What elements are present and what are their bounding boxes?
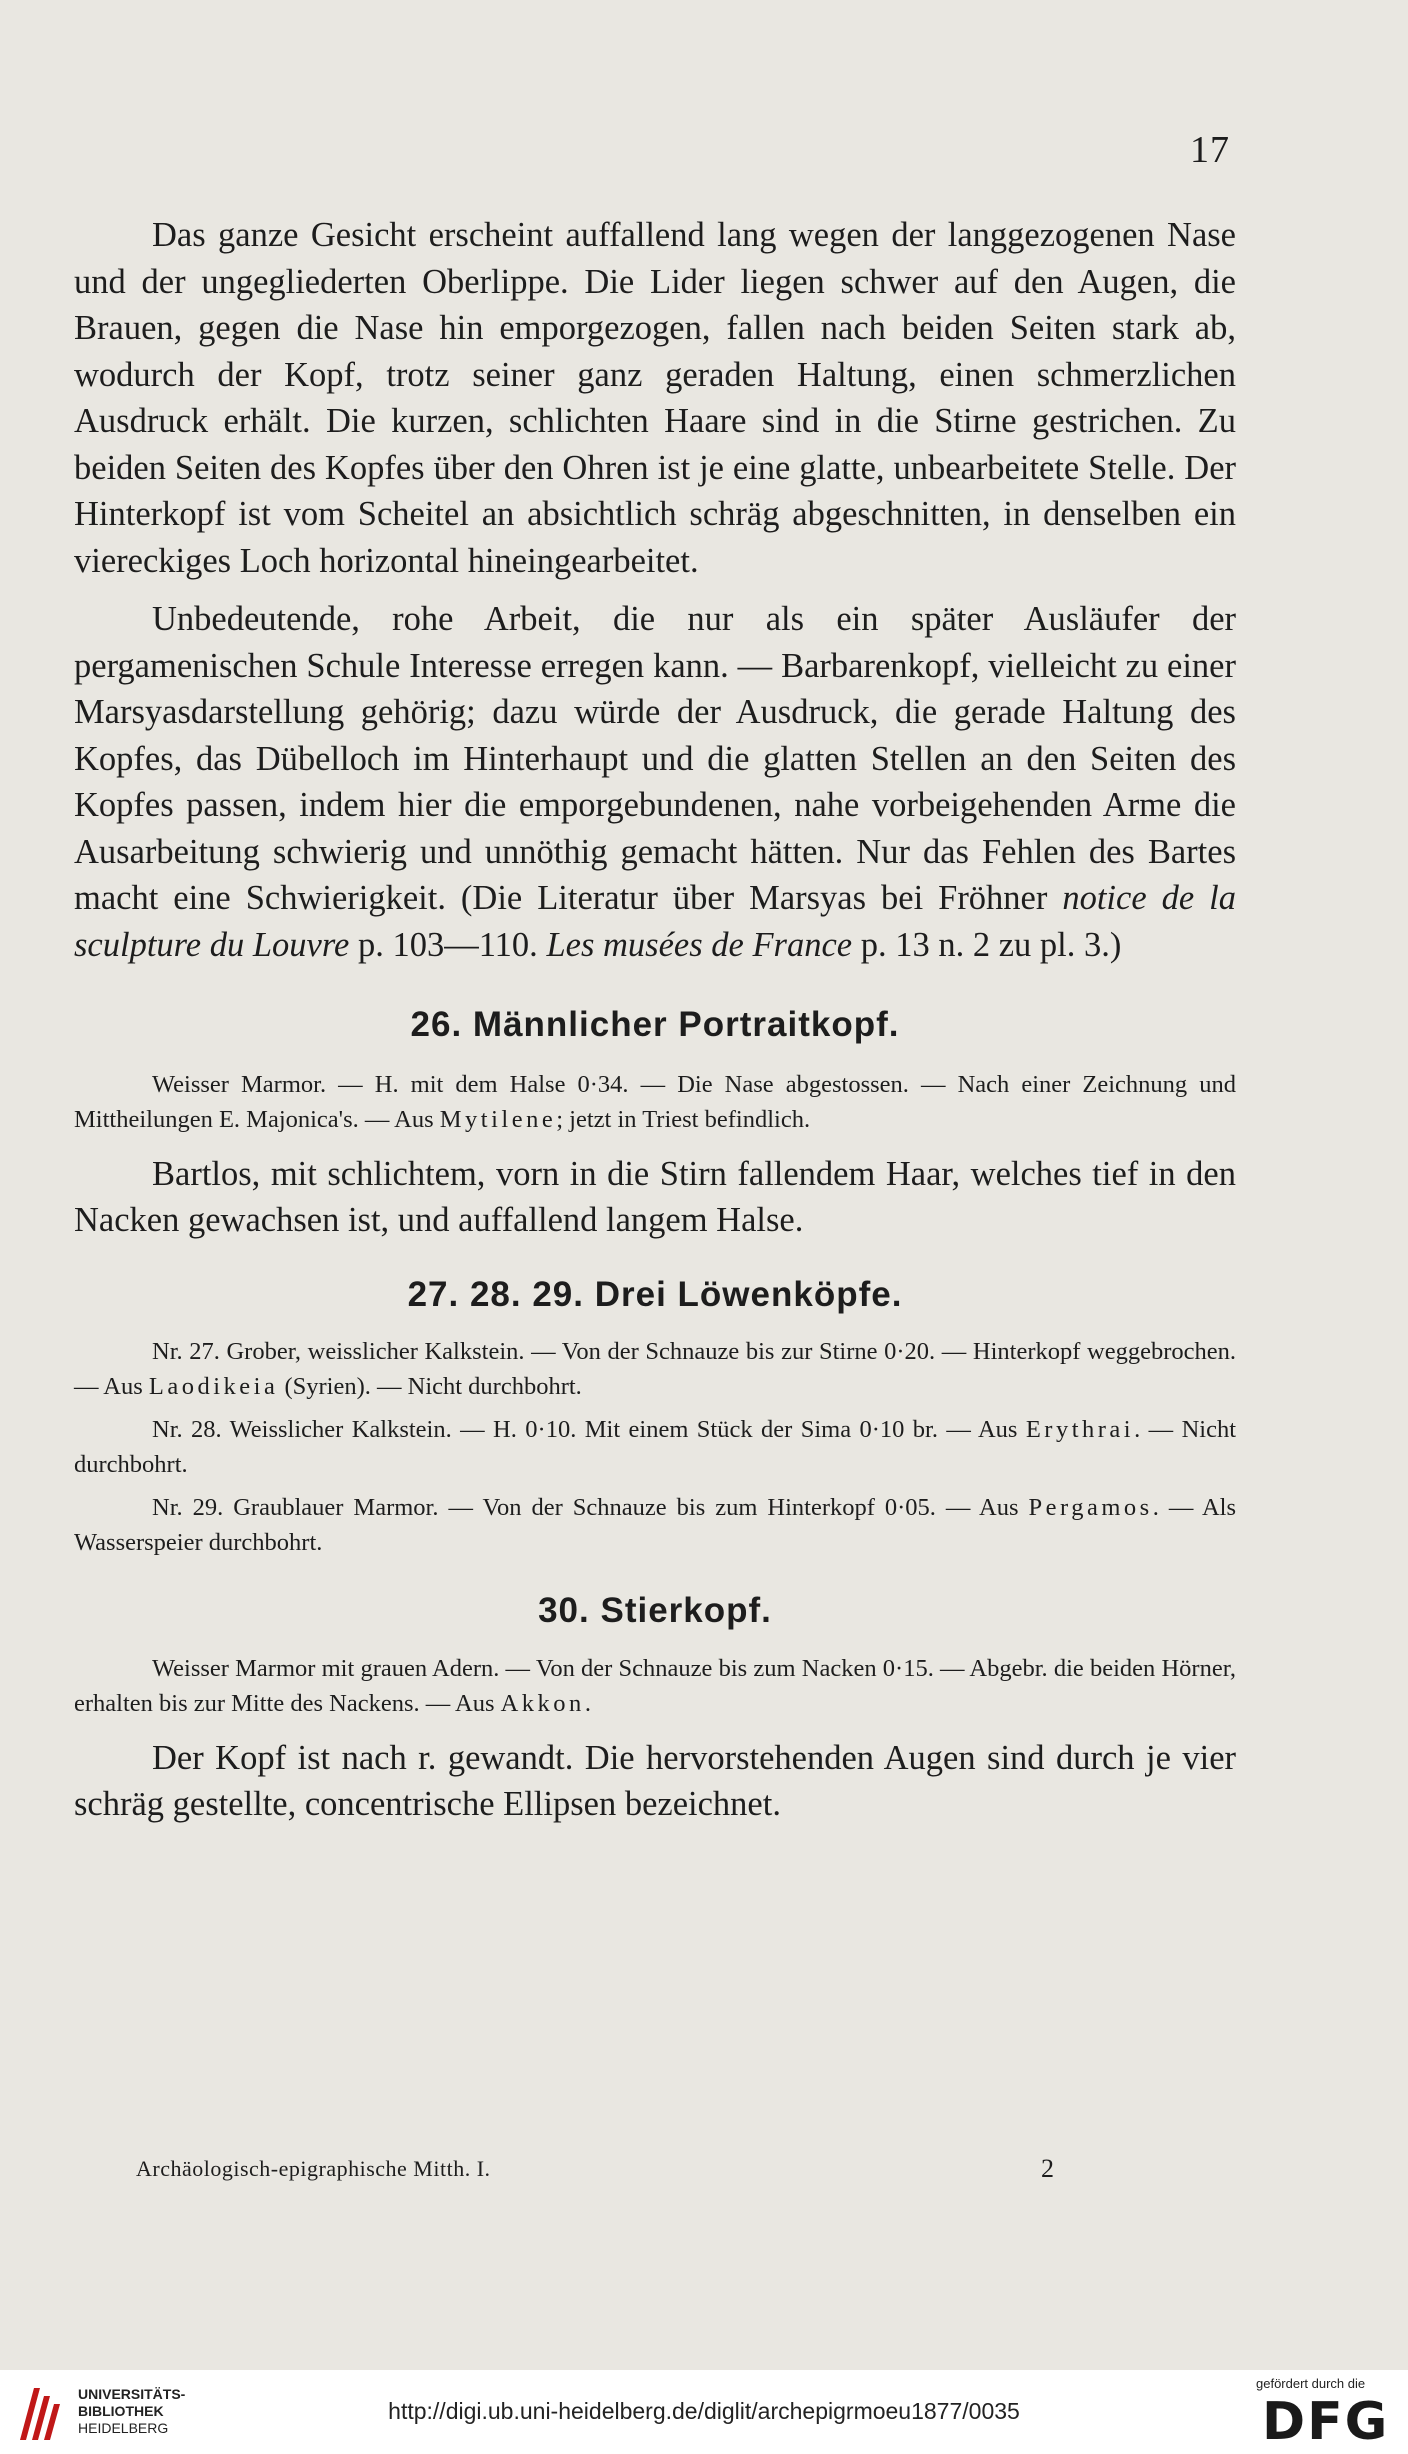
paragraph-commentary: Unbedeutende, rohe Arbeit, die nur als ein später Ausläufer der pergamenischen Schule Interesse erregen kann. — Barbarenkopf, vielleicht zu einer Marsyasdarstellung gehörig; dazu würde der Ausdruck, die gerade Haltung des Kopfes, das Dübelloch im Hinterhaupt und die glatten Stellen an den Seiten des Kopfes passen, indem hier die emporgebundenen, nahe vorbeigehenden Arme die Ausarbeitung schwierig und unnöthig gemacht hätten. Nur das Fehlen des Bartes macht eine Schwierigkeit. (Die Literatur über Marsyas bei Fröhner notice de la sculpture du Louvre p. 103—110. Les musées de France p. 13 n. 2 zu pl. 3.) <box>74 600 1236 964</box>
place-name: Mytilene <box>439 1105 557 1133</box>
journal-title: Archäologisch-epigraphische Mitth. I. <box>136 2156 491 2181</box>
permalink-url[interactable]: http://digi.ub.uni-heidelberg.de/diglit/archepigrmoeu1877/0035 <box>388 2398 1020 2424</box>
signature-mark: 2 <box>1041 2154 1055 2183</box>
library-name: UNIVERSITÄTS- BIBLIOTHEK HEIDELBERG <box>78 2386 186 2436</box>
section-heading-26: 26. Männlicher Portraitkopf. <box>410 1005 900 1044</box>
place-name: Akkon <box>500 1689 585 1717</box>
place-name: Pergamos <box>1028 1494 1153 1521</box>
catalog-note-26: Weisser Marmor. — H. mit dem Halse 0·34. — Die Nase abgestossen. — Nach einer Zeichnung und Mittheilungen E. Majonica's. — Aus Mytilene; jetzt in Triest befindlich. <box>74 1070 1236 1133</box>
page-number: 17 <box>1190 129 1230 171</box>
journal-footer <box>136 2156 1076 2182</box>
paragraph-description: Das ganze Gesicht erscheint auffallend lang wegen der langgezogenen Nase und der ungegliederten Oberlippe. Die Lider liegen schwer auf den Augen, die Brauen, gegen die Nase hin emporgezogen, fallen nach beiden Seiten stark ab, wodurch der Kopf, trotz seiner ganz geraden Haltung, einen schmerzlichen Ausdruck erhält. Die kurzen, schlichten Haare sind in die Stirne gestrichen. Zu beiden Seiten des Kopfes über den Ohren ist je eine glatte, unbearbeitete Stelle. Der Hinterkopf ist vom Scheitel an absichtlich schräg abgeschnitten, in denselben ein viereckiges Loch horizontal hineingearbeitet. <box>74 216 1236 580</box>
paragraph-30: Der Kopf ist nach r. gewandt. Die hervorstehenden Augen sind durch je vier schräg gestellte, concentrische Ellipsen bezeichnet. <box>74 1738 1236 1823</box>
place-name: Laodikeia <box>148 1373 279 1400</box>
viewer-footer-bar <box>0 2370 1408 2454</box>
catalog-note-30: Weisser Marmor mit grauen Adern. — Von der Schnauze bis zum Nacken 0·15. — Abgebr. die beiden Hörner, erhalten bis zur Mitte des Nackens. — Aus Akkon. <box>74 1654 1236 1717</box>
place-name: Erythrai <box>1025 1416 1135 1443</box>
catalog-note-27: Nr. 27. Grober, weisslicher Kalkstein. — Von der Schnauze bis zur Stirne 0·20. — Hinterkopf weggebrochen. — Aus Laodikeia (Syrien). — Nicht durchbohrt. <box>74 1338 1236 1400</box>
citation-title: Les musées de France <box>546 925 853 964</box>
catalog-note-29: Nr. 29. Graublauer Marmor. — Von der Schnauze bis zum Hinterkopf 0·05. — Aus Pergamos. — Als Wasserspeier durchbohrt. <box>74 1494 1236 1556</box>
section-heading-30: 30. Stierkopf. <box>538 1591 772 1630</box>
funding-label: gefördert durch die <box>1256 2376 1366 2391</box>
section-heading-27-29: 27. 28. 29. Drei Löwenköpfe. <box>407 1274 903 1314</box>
dfg-logo: DFG <box>1262 2392 1390 2452</box>
page-body <box>74 212 1236 1828</box>
paragraph-26: Bartlos, mit schlichtem, vorn in die Stirn fallendem Haar, welches tief in den Nacken gewachsen ist, und auffallend langem Halse. <box>74 1154 1236 1239</box>
catalog-note-28: Nr. 28. Weisslicher Kalkstein. — H. 0·10. Mit einem Stück der Sima 0·10 br. — Aus Erythrai. — Nicht durchbohrt. <box>74 1416 1236 1478</box>
citation-title: notice de la sculpture du Louvre <box>74 879 1236 964</box>
